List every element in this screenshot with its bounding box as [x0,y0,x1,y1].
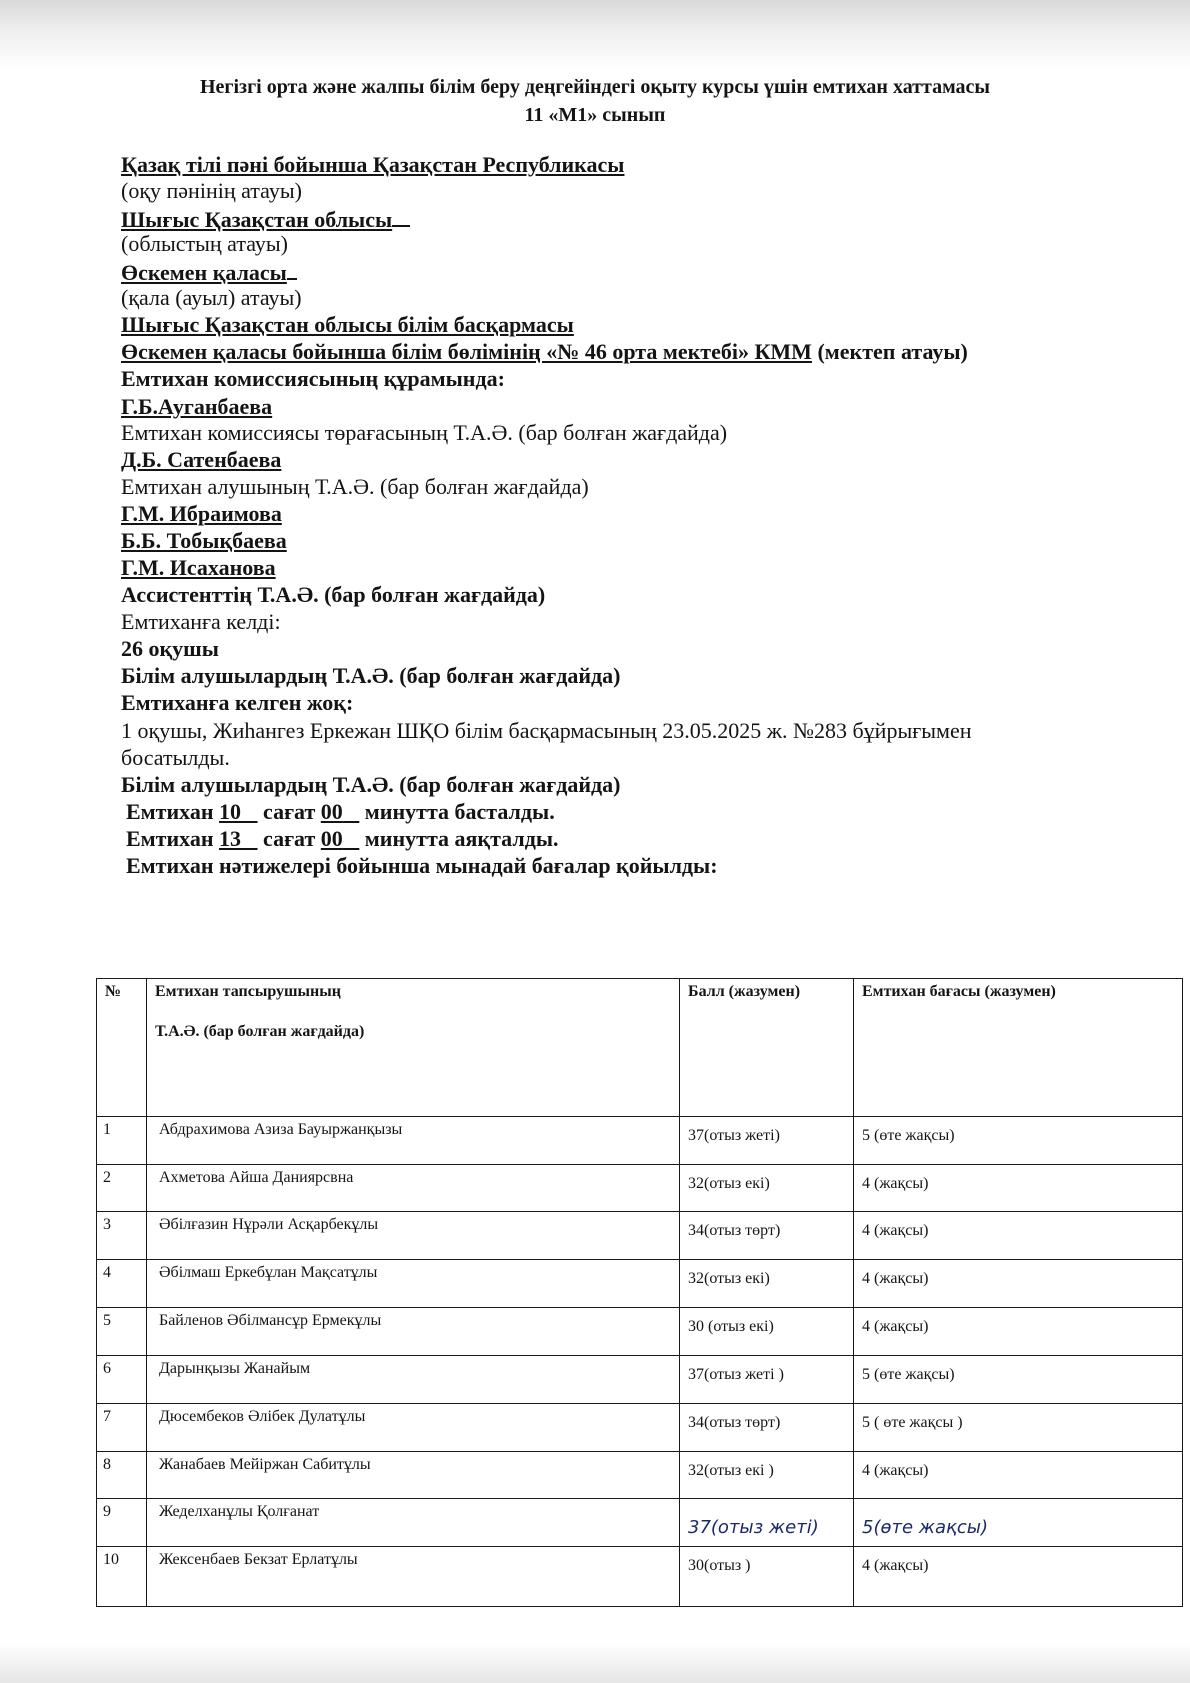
start-hour-word: сағат [263,799,316,824]
chair-name: Г.Б.Ауганбаева [121,394,273,419]
results-table [96,978,1183,1607]
row-name: Дюсембеков Әлібек Дулатұлы [147,1404,680,1452]
row-name: Дарынқызы Жанайым [147,1356,680,1404]
start-prefix: Емтихан [126,799,214,824]
row-score: 32(отыз екі) [680,1165,854,1212]
end-prefix: Емтихан [126,826,214,851]
row-num: 2 [97,1165,147,1212]
table-row [97,1308,1183,1356]
school-value: Өскемен қаласы бойынша білім бөлімінің «№ 46 орта мектебі» КММ [121,339,812,364]
row-grade: 5 (өте жақсы) [854,1356,1183,1404]
table-row [97,1165,1183,1212]
table-row [97,1212,1183,1260]
city-underline [287,258,297,280]
row-name: Жанабаев Мейіржан Сабитұлы [147,1452,680,1499]
table-header-row [97,979,1183,1117]
table-row [97,1117,1183,1165]
row-num: 10 [97,1547,147,1607]
row-score: 34(отыз төрт) [680,1212,854,1260]
header-num: № [97,979,147,1117]
row-score: 37(отыз жеті) [680,1117,854,1165]
end-suffix: минутта аяқталды. [364,826,559,851]
absent-line-2: босатылды. [121,745,230,770]
end-hour [219,826,258,851]
examiner-hint: Емтихан алушының Т.А.Ә. (бар болған жағдайда) [121,474,589,499]
row-grade: 4 (жақсы) [854,1165,1183,1212]
exam-start-line [126,799,555,825]
start-hour-value: 10 [219,799,242,824]
row-score: 37(отыз жеті ) [680,1356,854,1404]
subject-value: Қазақ тілі пәні бойынша Қазақстан Республикасы [121,152,625,177]
row-num: 5 [97,1308,147,1356]
end-hour-word: сағат [263,826,316,851]
table-row [97,1499,1183,1547]
row-num: 6 [97,1356,147,1404]
start-minute [321,799,360,824]
row-grade: 4 (жақсы) [854,1212,1183,1260]
students-hint-2: Білім алушылардың Т.А.Ә. (бар болған жағдайда) [121,772,621,797]
row-name: Әбілмаш Еркебұлан Мақсатұлы [147,1260,680,1308]
chair-hint: Емтихан комиссиясы төрағасының Т.А.Ә. (бар болған жағдайда) [121,420,728,445]
table-row [97,1356,1183,1404]
scan-shadow-top [0,0,1190,70]
assistant-name-3: Г.М. Исаханова [121,555,276,580]
assistant-hint: Ассистенттің Т.А.Ә. (бар болған жағдайда) [121,582,546,607]
row-grade: 4 (жақсы) [854,1452,1183,1499]
region-hint: (облыстың атауы) [121,231,288,256]
attended-count: 26 оқушы [121,636,219,661]
region-value [121,205,410,233]
header-name [147,979,680,1117]
attended-label: Емтиханға келді: [121,609,281,634]
row-num: 9 [97,1499,147,1547]
assistant-name-2: Б.Б. Тобықбаева [121,528,287,553]
table-row [97,1260,1183,1308]
row-num: 1 [97,1117,147,1165]
students-hint-1: Білім алушылардың Т.А.Ә. (бар болған жағдайда) [121,663,621,688]
header-name-line1: Емтихан тапсырушының [155,983,341,1000]
row-grade: 5 (өте жақсы) [854,1117,1183,1165]
row-num: 8 [97,1452,147,1499]
commission-label: Емтихан комиссиясының құрамында: [121,366,505,391]
row-name: Жеделханұлы Қолғанат [147,1499,680,1547]
absent-line-1: 1 оқушы, Жиһангез Еркежан ШҚО білім басқармасының 23.05.2025 ж. №283 бұйрығымен [121,718,972,743]
header-score: Балл (жазумен) [680,979,854,1117]
header-name-line2: Т.А.Ә. (бар болған жағдайда) [155,1023,365,1040]
table-row [97,1547,1183,1607]
start-minute-value: 00 [320,799,343,824]
start-suffix: минутта басталды. [364,799,555,824]
row-grade: 4 (жақсы) [854,1308,1183,1356]
end-minute [321,826,360,851]
end-hour-value: 13 [219,826,242,851]
examiner-name: Д.Б. Сатенбаева [121,447,282,472]
end-minute-value: 00 [320,826,343,851]
table-row [97,1404,1183,1452]
start-hour [219,799,258,824]
absent-label: Емтиханға келген жоқ: [121,690,354,715]
assistant-name-1: Г.М. Ибраимова [121,501,282,526]
table-row [97,1452,1183,1499]
class-name: 11 «М1» сынып [524,104,666,126]
city-value [121,258,297,286]
row-name: Байленов Әбілмансұр Ермекұлы [147,1308,680,1356]
school-hint: (мектеп атауы) [817,339,968,364]
row-grade: 4 (жақсы) [854,1260,1183,1308]
department-name: Шығыс Қазақстан облысы білім басқармасы [121,312,574,337]
row-score: 34(отыз төрт) [680,1404,854,1452]
row-score: 30 (отыз екі) [680,1308,854,1356]
scan-shadow-bottom [0,1643,1190,1683]
header-grade: Емтихан бағасы (жазумен) [854,979,1183,1117]
school-line [121,339,968,365]
row-num: 7 [97,1404,147,1452]
row-grade-handwritten: 5(өте жақсы) [854,1499,1183,1547]
results-intro: Емтихан нәтижелері бойынша мынадай бағалар қойылды: [126,853,718,878]
row-score-handwritten: 37(отыз жеті) [680,1499,854,1547]
region-underline [392,205,410,227]
exam-end-line [126,826,559,852]
row-name: Абдрахимова Азиза Бауыржанқызы [147,1117,680,1165]
row-score: 30(отыз ) [680,1547,854,1607]
row-grade: 5 ( өте жақсы ) [854,1404,1183,1452]
row-num: 4 [97,1260,147,1308]
city-hint: (қала (ауыл) атауы) [121,285,302,310]
row-name: Жексенбаев Бекзат Ерлатұлы [147,1547,680,1607]
city-text: Өскемен қаласы [121,260,287,285]
row-num: 3 [97,1212,147,1260]
row-grade: 4 (жақсы) [854,1547,1183,1607]
region-text: Шығыс Қазақстан облысы [121,207,393,232]
document-title: Негізгі орта және жалпы білім беру деңгейіндегі оқыту курсы үшін емтихан хаттамасы [199,76,991,98]
row-name: Әбілғазин Нұрәли Асқарбекұлы [147,1212,680,1260]
row-name: Ахметова Айша Даниярсвна [147,1165,680,1212]
subject-hint: (оқу пәнінің атауы) [121,178,302,203]
row-score: 32(отыз екі) [680,1260,854,1308]
row-score: 32(отыз екі ) [680,1452,854,1499]
